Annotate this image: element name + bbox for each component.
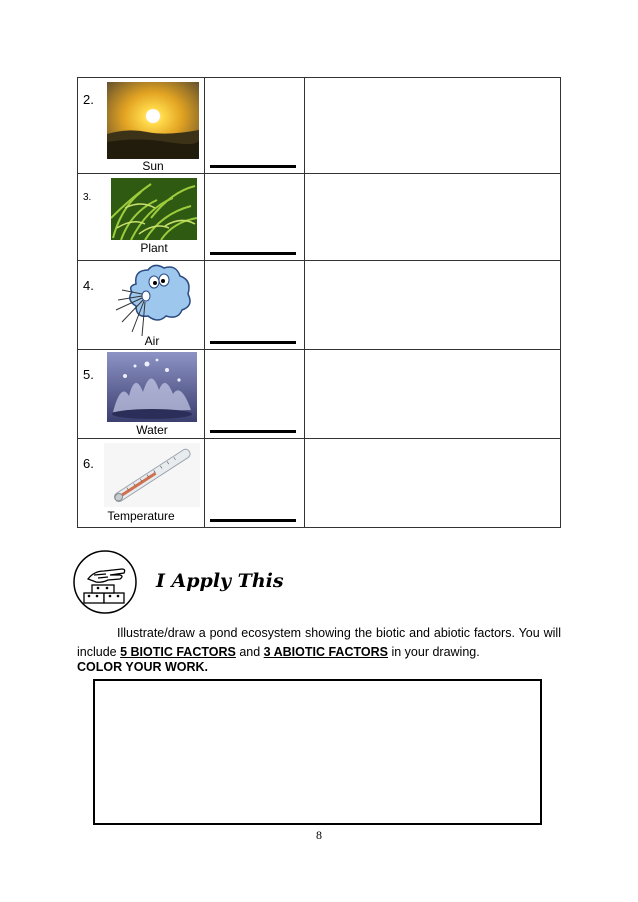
instruction-text: Illustrate/draw a pond ecosystem showing the biotic and abiotic factors. You will include bbox=[77, 626, 561, 659]
explanation-cell bbox=[305, 439, 561, 528]
row-number: 4. bbox=[83, 278, 94, 293]
answer-cell bbox=[205, 350, 305, 439]
table-row bbox=[78, 350, 561, 439]
answer-blank-line bbox=[210, 252, 296, 255]
table-row bbox=[78, 78, 561, 174]
table-row bbox=[78, 174, 561, 261]
answer-cell bbox=[205, 78, 305, 174]
color-note: COLOR YOUR WORK. bbox=[77, 660, 209, 674]
explanation-cell bbox=[305, 350, 561, 439]
image-caption: Water bbox=[136, 423, 168, 437]
answer-cell bbox=[205, 261, 305, 350]
answer-cell bbox=[205, 174, 305, 261]
table-row bbox=[78, 439, 561, 528]
hand-on-blocks-icon bbox=[72, 549, 138, 615]
instruction-paragraph bbox=[77, 624, 561, 662]
instruction-text: and bbox=[235, 645, 264, 659]
image-caption: Sun bbox=[142, 159, 164, 173]
row-number: 6. bbox=[83, 456, 94, 471]
abiotic-factors-text: 3 ABIOTIC FACTORS bbox=[263, 645, 388, 659]
image-cell bbox=[78, 261, 205, 350]
instruction-text: in your drawing. bbox=[388, 645, 480, 659]
image-caption: Plant bbox=[140, 241, 168, 255]
water-image bbox=[107, 352, 197, 422]
explanation-cell bbox=[305, 78, 561, 174]
air-cloud-image bbox=[112, 262, 192, 339]
image-cell bbox=[78, 174, 205, 261]
row-number: 3. bbox=[83, 192, 92, 203]
page-number: 8 bbox=[316, 828, 322, 842]
sun-image bbox=[107, 82, 199, 159]
drawing-area[interactable] bbox=[93, 679, 542, 825]
answer-cell bbox=[205, 439, 305, 528]
row-number: 5. bbox=[83, 367, 94, 382]
answer-blank-line bbox=[210, 519, 296, 522]
thermometer-image bbox=[104, 443, 200, 507]
worksheet-table bbox=[77, 77, 561, 528]
image-caption: Temperature bbox=[107, 509, 175, 523]
explanation-cell bbox=[305, 261, 561, 350]
plant-image bbox=[111, 178, 197, 240]
image-cell bbox=[78, 439, 205, 528]
table-row bbox=[78, 261, 561, 350]
image-cell bbox=[78, 78, 205, 174]
explanation-cell bbox=[305, 174, 561, 261]
image-cell bbox=[78, 350, 205, 439]
biotic-factors-text: 5 BIOTIC FACTORS bbox=[120, 645, 236, 659]
section-title: I Apply This bbox=[156, 570, 284, 592]
answer-blank-line bbox=[210, 430, 296, 433]
answer-blank-line bbox=[210, 165, 296, 168]
answer-blank-line bbox=[210, 341, 296, 344]
image-caption: Air bbox=[144, 334, 160, 348]
row-number: 2. bbox=[83, 92, 94, 107]
